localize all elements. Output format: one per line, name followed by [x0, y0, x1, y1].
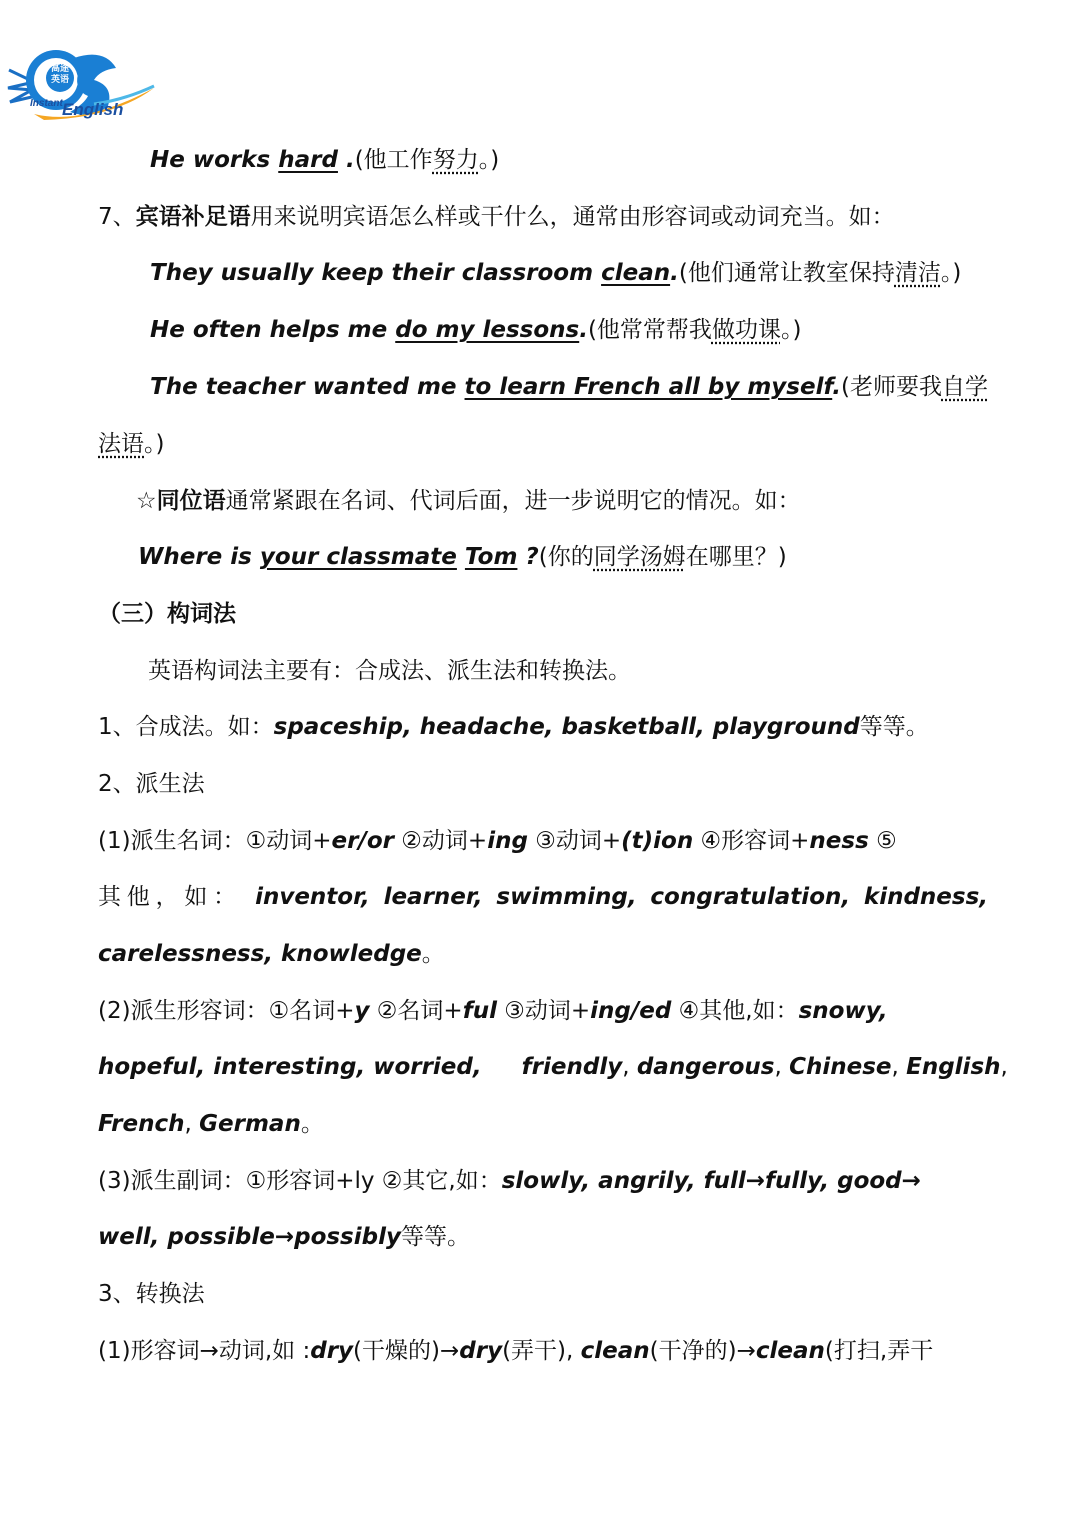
example-keep-classroom-clean — [150, 256, 1040, 290]
text: (1)派生名词：①动词+ — [98, 828, 332, 854]
derived-nouns — [98, 824, 988, 858]
star-icon: ☆ — [136, 488, 157, 514]
word-formation-intro: 英语构词法主要有：合成法、派生法和转换法。 — [148, 658, 631, 684]
text: , — [184, 1111, 200, 1137]
derivation-heading: 2、派生法 — [98, 771, 205, 797]
text: inventor, learner, swimming, congratulation, kindness, — [255, 884, 989, 910]
text: 等等。 — [400, 1224, 470, 1250]
text: (你的 — [538, 544, 594, 570]
text: 清洁 — [894, 260, 941, 286]
logo-instant: Instant — [30, 98, 63, 109]
text: dangerous — [636, 1054, 775, 1080]
text: 做功课 — [711, 317, 781, 343]
text: 通常紧跟在名词、代词后面，进一步说明它的情况。如： — [225, 488, 801, 514]
text: 。) — [478, 147, 500, 173]
text: ? — [517, 544, 539, 570]
term: 宾语补足语 — [135, 204, 251, 230]
section-heading-word-formation: （三）构词法 — [98, 601, 236, 627]
text: The teacher wanted me — [150, 374, 465, 400]
text: ness — [809, 828, 869, 854]
text: ②名词+ — [369, 998, 463, 1024]
text: (打扫,弄干 — [824, 1338, 934, 1364]
text: 努力 — [432, 147, 479, 173]
text: y — [354, 998, 370, 1024]
text: Tom — [464, 544, 518, 570]
text: 同学汤姆 — [593, 544, 686, 570]
text: (他工作 — [354, 147, 433, 173]
text: (老师要我 — [840, 374, 942, 400]
example-teacher-wanted-cont — [98, 427, 988, 461]
text: , — [774, 1054, 790, 1080]
derived-adverbs — [98, 1164, 988, 1198]
text: ing — [487, 828, 528, 854]
text: . — [670, 260, 679, 286]
text: 。 — [300, 1111, 324, 1137]
conversion-heading: 3、转换法 — [98, 1281, 205, 1307]
text: your classmate — [259, 544, 457, 570]
derived-adjectives-examples — [98, 1050, 1008, 1084]
adjective-to-verb — [98, 1334, 988, 1368]
text: , — [1000, 1054, 1008, 1080]
text: dry — [310, 1338, 354, 1364]
text: 。 — [421, 941, 445, 967]
text: ④其他,如： — [671, 998, 799, 1024]
text: spaceship, headache, basketball, playground — [273, 714, 860, 740]
text: . — [337, 147, 355, 173]
text: ing/ed — [590, 998, 672, 1024]
text: 。) — [940, 260, 962, 286]
text: German — [199, 1111, 301, 1137]
example-he-works-hard — [150, 143, 1040, 177]
text: (弄干), — [502, 1338, 581, 1364]
text: He works — [150, 147, 279, 173]
text: ③动词+ — [496, 998, 591, 1024]
text: (干燥的)→ — [353, 1338, 460, 1364]
derived-adjectives-examples-cont — [98, 1107, 988, 1141]
text: (2)派生形容词：①名词+ — [98, 998, 355, 1024]
logo-badge: 高途英语 — [50, 64, 69, 85]
text: ②动词+ — [393, 828, 488, 854]
text: ④形容词+ — [693, 828, 810, 854]
text: 其他，如： — [98, 884, 242, 910]
text: (1)形容词→动词,如 : — [98, 1338, 311, 1364]
derived-nouns-examples-cont — [98, 937, 988, 971]
text: do my lessons — [395, 317, 580, 343]
derived-adverbs-cont — [98, 1220, 988, 1254]
text: hard — [278, 147, 338, 173]
text: slowly, angrily, full→fully, good→ — [501, 1168, 921, 1194]
text: 自学 — [941, 374, 988, 400]
derived-adjectives — [98, 994, 988, 1028]
text: , — [891, 1054, 907, 1080]
text: ⑤ — [868, 828, 897, 854]
derived-nouns-examples — [98, 880, 988, 914]
text: (t)ion — [621, 828, 694, 854]
text: Where is — [138, 544, 260, 570]
text: 用来说明宾语怎么样或干什么，通常由形容词或动词充当。如： — [250, 204, 895, 230]
text: . — [579, 317, 588, 343]
text: 等等。 — [859, 714, 929, 740]
text: hopeful, interesting, worried, friendly — [98, 1054, 623, 1080]
text: (他们通常让教室保持 — [678, 260, 895, 286]
text: Chinese — [789, 1054, 892, 1080]
text: dry — [459, 1338, 503, 1364]
text: ③动词+ — [527, 828, 622, 854]
text: 7、 — [98, 204, 136, 230]
term: 同位语 — [156, 488, 226, 514]
text — [457, 544, 465, 570]
compounding — [98, 710, 988, 744]
example-helps-me-do-lessons — [150, 313, 1040, 347]
text: well, possible→possibly — [98, 1224, 401, 1250]
text: 。) — [780, 317, 802, 343]
text: 1、合成法。如： — [98, 714, 274, 740]
text: carelessness, knowledge — [98, 941, 422, 967]
appositive-definition — [136, 484, 1026, 518]
logo-english: English — [62, 100, 124, 119]
text: . — [832, 374, 841, 400]
text: snowy, — [798, 998, 888, 1024]
text: to learn French all by myself — [464, 374, 833, 400]
text: (干净的)→ — [649, 1338, 756, 1364]
text: English — [906, 1054, 1001, 1080]
text: clean — [580, 1338, 650, 1364]
text: , — [622, 1054, 637, 1080]
text: (3)派生副词：①形容词+ly ②其它,如： — [98, 1168, 502, 1194]
text: ful — [462, 998, 497, 1024]
text: (他常常帮我 — [587, 317, 712, 343]
example-where-is-tom — [138, 540, 1028, 574]
text: clean — [601, 260, 671, 286]
example-teacher-wanted — [150, 370, 1040, 404]
object-complement-definition — [98, 200, 988, 234]
text: er/or — [331, 828, 394, 854]
text: 法语 — [98, 431, 144, 457]
text: They usually keep their classroom — [150, 260, 602, 286]
text: clean — [755, 1338, 825, 1364]
text: French — [98, 1111, 185, 1137]
text: 。) — [144, 431, 165, 457]
text: 在哪里？) — [685, 544, 787, 570]
text: He often helps me — [150, 317, 396, 343]
